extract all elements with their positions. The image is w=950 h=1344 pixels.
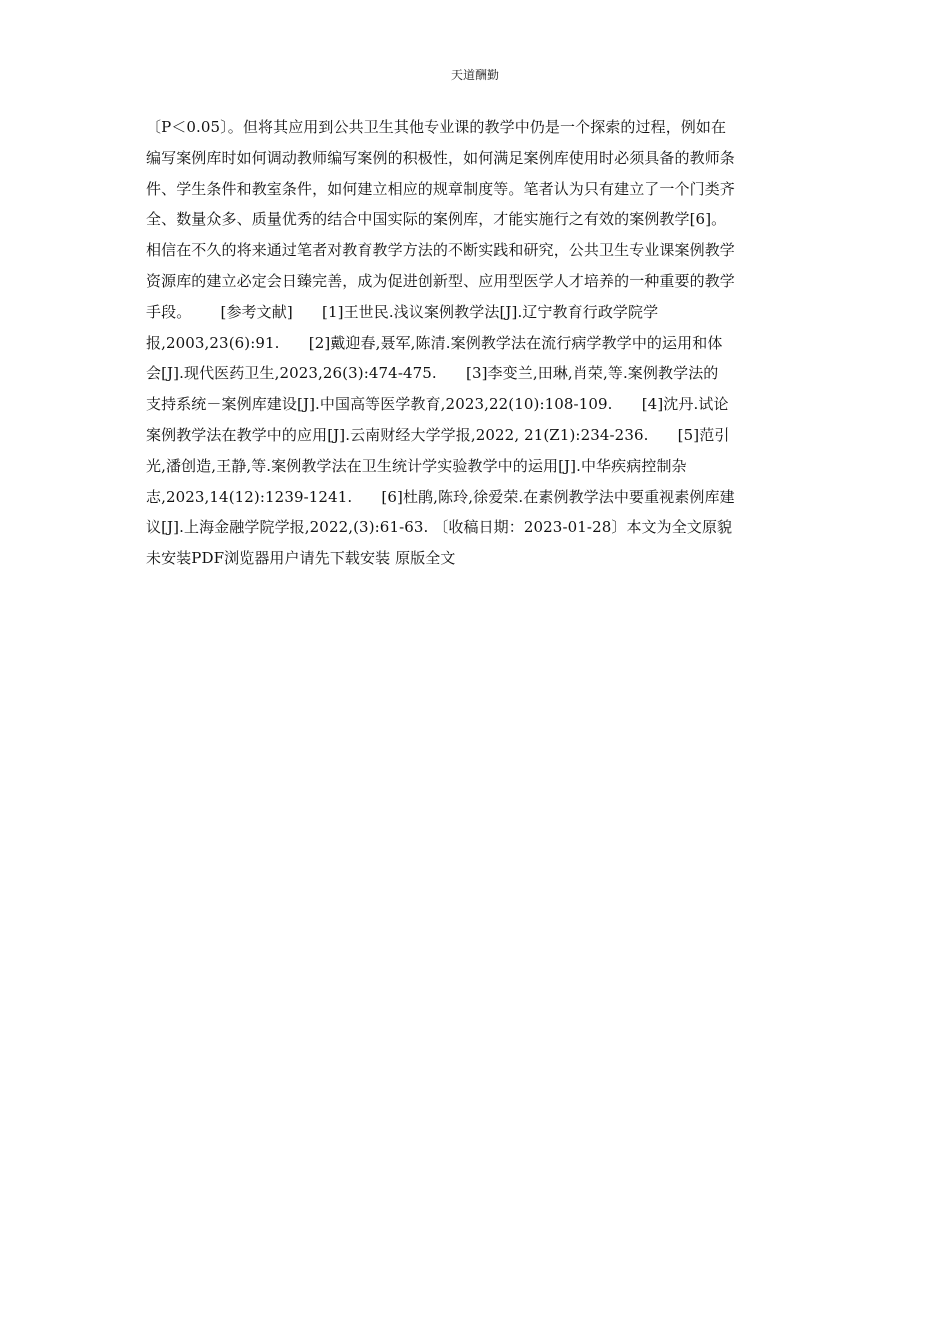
text-line: 志,2023,14(12):1239-1241. [6]杜鹃,陈玲,徐爱荣.在素例教学法中要重视素例库建: [146, 487, 735, 506]
text-line: 案例教学法在教学中的应用[J].云南财经大学学报,2022, 21(Z1):234-236. [5]范引: [146, 425, 730, 444]
text-line: 相信在不久的将来通过笔者对教育教学方法的不断实践和研究，公共卫生专业课案例教学: [146, 241, 735, 260]
text-line: 会[J].现代医药卫生,2023,26(3):474-475. [3]李变兰,田琳,肖荣,等.案例教学法的: [146, 364, 719, 383]
text-line: 报,2003,23(6):91. [2]戴迎春,聂军,陈清.案例教学法在流行病学教学中的运用和体: [146, 333, 723, 352]
body-text: [146, 112, 810, 574]
page-header: 天道酬勤: [450, 68, 499, 82]
text-line: 全、数量众多、质量优秀的结合中国实际的案例库，才能实施行之有效的案例教学[6]。: [146, 210, 727, 229]
text-line: 手段。 [参考文献] [1]王世民.浅议案例教学法[J].辽宁教育行政学院学: [146, 302, 659, 321]
text-line: 件、学生条件和教室条件，如何建立相应的规章制度等。笔者认为只有建立了一个门类齐: [146, 179, 735, 198]
text-line: 未安装PDF浏览器用户请先下载安装 原版全文: [146, 549, 456, 568]
text-line: 光,潘创造,王静,等.案例教学法在卫生统计学实验教学中的运用[J].中华疾病控制杂: [146, 456, 687, 475]
text-line: 资源库的建立必定会日臻完善，成为促进创新型、应用型医学人才培养的一种重要的教学: [146, 271, 735, 290]
text-line: 支持系统－案例库建设[J].中国高等医学教育,2023,22(10):108-109. [4]沈丹.试论: [146, 395, 729, 414]
text-line: 议[J].上海金融学院学报,2022,(3):61-63. 〔收稿日期：2023-01-28〕本文为全文原貌: [146, 518, 733, 537]
text-line: 编写案例库时如何调动教师编写案例的积极性，如何满足案例库使用时必须具备的教师条: [146, 148, 735, 167]
text-line: 〔P＜0.05〕。但将其应用到公共卫生其他专业课的教学中仍是一个探索的过程，例如在: [146, 118, 727, 136]
